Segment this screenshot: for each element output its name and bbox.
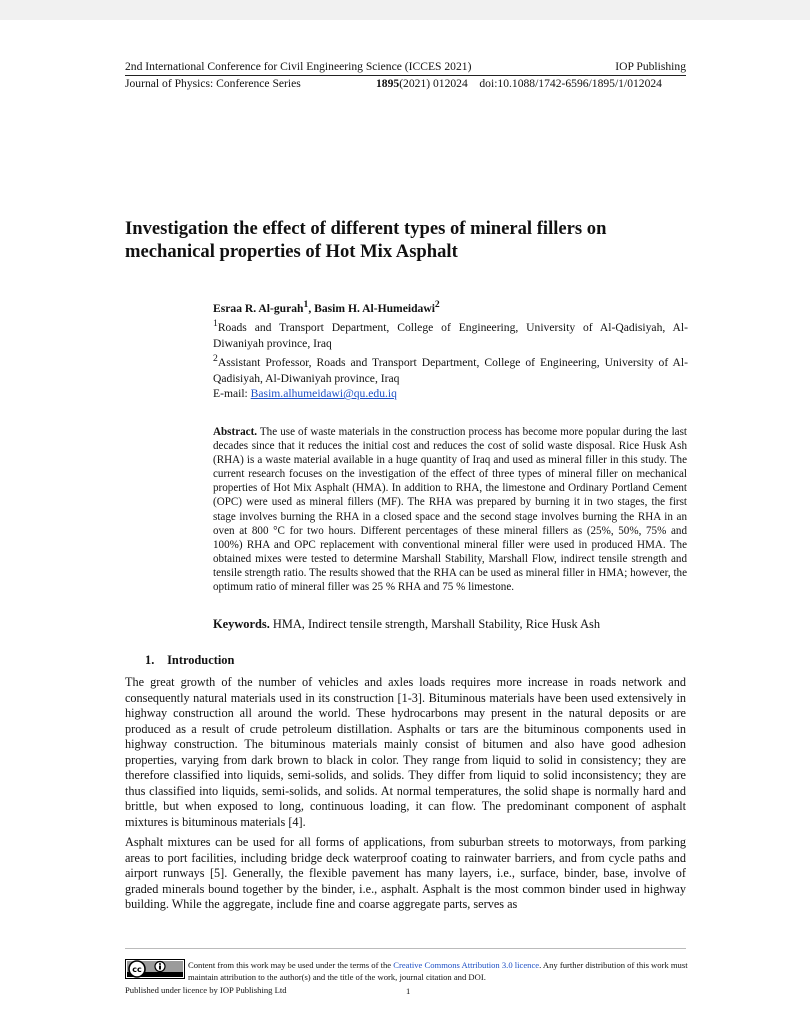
page-number: 1 [406,986,411,996]
journal-series: Journal of Physics: Conference Series [125,77,301,90]
affiliation-2-sup: 2 [213,353,218,365]
running-header-top [125,60,686,74]
email-label: E-mail: [213,387,251,401]
author-names [213,297,688,316]
volume-year: (2021) 012024 [399,77,468,90]
license-notice [188,959,688,983]
license-post: . Any further distribution of this work must maintain attribution to the author(s) and the title of the work, journal citation and DOI. [188,960,688,982]
author-2-sup: 2 [434,299,440,310]
footer-rule [125,948,686,949]
conference-name: 2nd International Conference for Civil Engineering Science (ICCES 2021) [125,60,472,73]
volume-number: 1895 [376,77,400,90]
keywords [213,617,687,632]
creative-commons-icon [125,959,185,979]
abstract-text: The use of waste materials in the construction process has become more popular during the last decades since that it reduces the initial cost and reduces the cost of solid waste disposal. Rice Husk Ash (RHA) is a waste material available in a huge quantity of Iraq and used as mineral filler in this study. The current research focuses on the investigation of the effect of three types of mineral filler on mechanical properties of Hot Mix Asphalt (HMA). In addition to RHA, the limestone and Ordinary Portland Cement (OPC) were used as mineral fillers (MF). The RHA was prepared by burning it in two stages, the first stage involves burning the RHA in a closed space and the second stage involves burning the RHA in an oven at 800 °C for two hours. Different percentages of these mineral fillers as (25%, 50%, 75% and 100%) RHA and OPC replacement with conventional mineral filler were used in produced HMA. The obtained mixes were tested to determine Marshall Stability, Marshall Flow, indirect tensile strength and tensile strength ratio. The results showed that the RHA can be used as mineral filler in HMA; however, the optimum ratio of mineral filler was 25 % RHA and 75 % limestone. [213,426,687,594]
running-header-bottom [125,77,686,91]
affiliation-1 [213,316,688,351]
doi: doi:10.1088/1742-6596/1895/1/012024 [479,77,662,90]
volume-info [376,77,662,91]
author-2: Basim H. Al-Humeidawi [314,301,435,315]
section-title: Introduction [167,653,235,667]
affiliation-1-text: Roads and Transport Department, College of Engineering, University of Al-Qadisiyah, Al-Diwaniyah province, Iraq [213,321,688,350]
affiliation-2-text: Assistant Professor, Roads and Transport Department, College of Engineering, University of Al-Qadisiyah, Al-Diwaniyah province, Iraq [213,356,688,385]
intro-paragraph-1: The great growth of the number of vehicles and axles loads requires more increase in roads network and consequently natural materials used in its construction [1-3]. Bituminous materials have been used extensively in highway construction all around the world. These hydrocarbons may present in the natural deposits or are produced as a result of crude petroleum distillation. Asphalts or tars are the bituminous components used in highway construction. The bituminous materials mainly consist of bitumen and also have good adhesion properties, varying from dark brown to black in color. They range from liquid to solid in consistency; they are therefore classified into liquids, semi-solids, and solids. They differ from liquid to solid inconsistency; they are thus classified into liquids, semi-solids, and solids. At normal temperatures, the solid shape is normally hard and brittle, but when exposed to long, continuous loading, it can flow. The predominant component of asphalt mixtures is bituminous materials [4]. [125,675,686,829]
author-1-sup: 1 [303,299,309,310]
email-line [213,386,688,402]
author-1: Esraa R. Al-gurah [213,301,304,315]
email-link[interactable]: Basim.alhumeidawi@qu.edu.iq [250,387,397,401]
affiliation-2 [213,351,688,386]
author-block [213,297,688,402]
paper-title: Investigation the effect of different types of mineral fillers on mechanical properties of Hot Mix Asphalt [125,218,607,262]
license-pre: Content from this work may be used under the terms of the [188,960,394,970]
keywords-label: Keywords. [213,617,270,631]
author-separator: , [308,301,315,315]
paper-page [0,20,810,1024]
affiliation-1-sup: 1 [213,318,218,330]
section-number: 1. [145,653,155,667]
section-heading [145,653,234,668]
license-link[interactable]: Creative Commons Attribution 3.0 licence [393,960,540,970]
published-by: Published under licence by IOP Publishing Ltd [125,985,287,995]
publisher-name: IOP Publishing [615,60,686,73]
keywords-text: HMA, Indirect tensile strength, Marshall Stability, Rice Husk Ash [269,617,601,631]
abstract-label: Abstract. [213,426,258,438]
abstract [213,425,687,594]
cc-icon-text: cc [132,965,142,974]
intro-paragraph-2: Asphalt mixtures can be used for all forms of applications, from suburban streets to motorways, from parking areas to port facilities, including bridge deck waterproof coating to rainwater barriers, and from cycle paths and airport runways [5]. Generally, the flexible pavement has many layers, i.e., surface, binder, base, involve of graded minerals bound together by the binder, i.e., asphalt. Asphalt is the most common binder used in highway building. While the aggregate, include fine and coarse aggregate parts, serves as [125,835,686,912]
header-rule [125,75,686,76]
